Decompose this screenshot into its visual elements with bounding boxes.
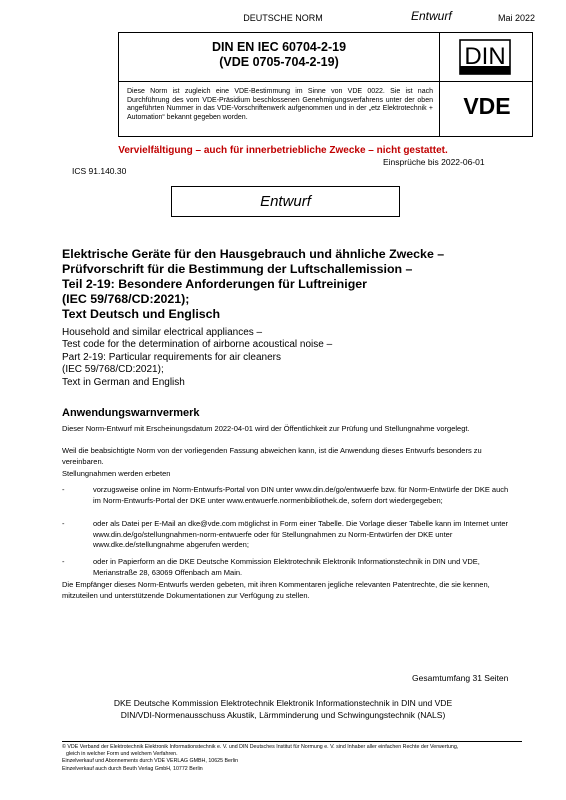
document-series: DEUTSCHE NORM [243, 13, 323, 23]
committee-info [0, 697, 566, 721]
list-item [62, 485, 512, 506]
title-german [62, 247, 502, 322]
standard-number [119, 40, 439, 70]
bullet-marker: - [62, 519, 65, 528]
title-german-line: Prüfvorschrift für die Bestimmung der Luftschallemission – [62, 262, 413, 277]
standard-number-din: DIN EN IEC 60704-2-19 [211, 40, 347, 54]
svg-text:VDE: VDE [463, 93, 511, 119]
section-heading: Anwendungswarnvermerk [62, 407, 200, 419]
objection-deadline: Einsprüche bis 2022-06-01 [383, 157, 485, 167]
footer-divider [62, 741, 522, 742]
paragraph-publication: Dieser Norm-Entwurf mit Erscheinungsdatum 2022-04-01 wird der Öffentlichkeit zur Prüfung und Stellungnahme vorgelegt. [62, 424, 470, 433]
list-item [62, 557, 512, 578]
title-english-line: Text in German and English [62, 376, 185, 388]
din-logo [459, 39, 511, 75]
bullet-marker: - [62, 485, 65, 494]
committee-dke: DKE Deutsche Kommission Elektrotechnik Elektronik Informationstechnik in DIN und VDE [113, 698, 453, 708]
list-item-text: oder in Papierform an die DKE Deutsche Kommission Elektrotechnik Elektronik Informationstechnik in DIN und VDE, Merianstraße 28, 63069 Offenbach am Main. [93, 557, 480, 577]
title-english-line: Test code for the determination of airborne acoustical noise – [62, 339, 333, 351]
title-english-line: Household and similar electrical appliances – [62, 327, 263, 338]
ics-code: ICS 91.140.30 [72, 166, 127, 176]
title-german-line: (IEC 59/768/CD:2021); [62, 292, 190, 307]
paragraph-comments-requested: Stellungnahmen werden erbeten [62, 469, 171, 478]
bullet-marker: - [62, 557, 65, 566]
draft-box: Entwurf [171, 186, 400, 217]
title-german-line: Text Deutsch und Englisch [62, 307, 221, 322]
title-english-line: Part 2-19: Particular requirements for air cleaners [62, 351, 281, 363]
total-pages: Gesamtumfang 31 Seiten [412, 673, 509, 683]
copyright-footer [62, 744, 532, 773]
standard-number-vde: (VDE 0705-704-2-19) [219, 55, 339, 69]
list-item-text: vorzugsweise online im Norm-Entwurfs-Portal von DIN unter www.din.de/go/entwuerfe bzw. für Norm-Entwürfe der DKE auch im Norm-Entwurfs-Portal der DKE unter www.entwuerfe.normenbibliothek.de, sofern dort wiedergegeben; [93, 485, 509, 505]
title-german-line: Teil 2-19: Besondere Anforderungen für Luftreiniger [62, 277, 367, 292]
footer-line: © VDE Verband der Elektrotechnik Elektronik Informationstechnik e. V. und DIN Deutsches Institut für Normung e. V. sind Inhaber aller einfachen Rechte der Verwertung, [62, 744, 459, 750]
publication-date: Mai 2022 [498, 13, 536, 23]
title-german-line: Elektrische Geräte für den Hausgebrauch und ähnliche Zwecke – [62, 247, 445, 261]
list-item [62, 519, 512, 551]
list-item-text: oder als Datei per E-Mail an dke@vde.com möglichst in Form einer Tabelle. Die Vorlage dieser Tabelle kann im Internet unter www.din.de/go/stellungnahmen-norm-entwuerfe oder für Stellungnahmen zu Norm-Entwürfen der DKE unter www.dke.de/stellungnahme abgerufen werden; [93, 519, 509, 550]
paragraph-application: Weil die beabsichtigte Norm von der vorliegenden Fassung abweichen kann, ist die Anwendung dieses Entwurfs besonders zu vereinbaren. [62, 446, 482, 466]
vde-note: Diese Norm ist zugleich eine VDE-Bestimmung im Sinne von VDE 0022. Sie ist nach Durchführung des vom VDE-Präsidium beschlossenen Genehmigungsverfahrens unter der oben angeführten Nummer in das VDE-Vorschriftenwerk aufgenommen und in der „etz Elektrotechnik + Automation“ bekannt gegeben worden. [127, 88, 433, 122]
footer-line: Einzelverkauf und Abonnements durch VDE VERLAG GMBH, 10625 Berlin [62, 758, 239, 765]
standard-header-box [118, 32, 533, 137]
footer-line: gleich in welcher Form und welchem Verfahren. [66, 751, 178, 758]
vde-logo [456, 93, 518, 119]
title-english [62, 327, 502, 389]
footer-line: Einzelverkauf auch durch Beuth Verlag GmbH, 10772 Berlin [62, 765, 203, 772]
title-english-line: (IEC 59/768/CD:2021); [62, 364, 164, 376]
copy-warning: Vervielfältigung – auch für innerbetriebliche Zwecke – nicht gestattet. [118, 145, 448, 156]
committee-nals: DIN/VDI-Normenausschuss Akustik, Lärmminderung und Schwingungstechnik (NALS) [120, 710, 446, 720]
draft-status: Entwurf [411, 9, 452, 23]
paragraph-patents: Die Empfänger dieses Norm-Entwurfs werden gebeten, mit ihren Kommentaren jegliche relevanten Patentrechte, die sie kennen, mitzuteilen und unterstützende Dokumentationen zur Verfügung zu stellen. [62, 580, 490, 600]
svg-text:DIN: DIN [464, 43, 506, 70]
